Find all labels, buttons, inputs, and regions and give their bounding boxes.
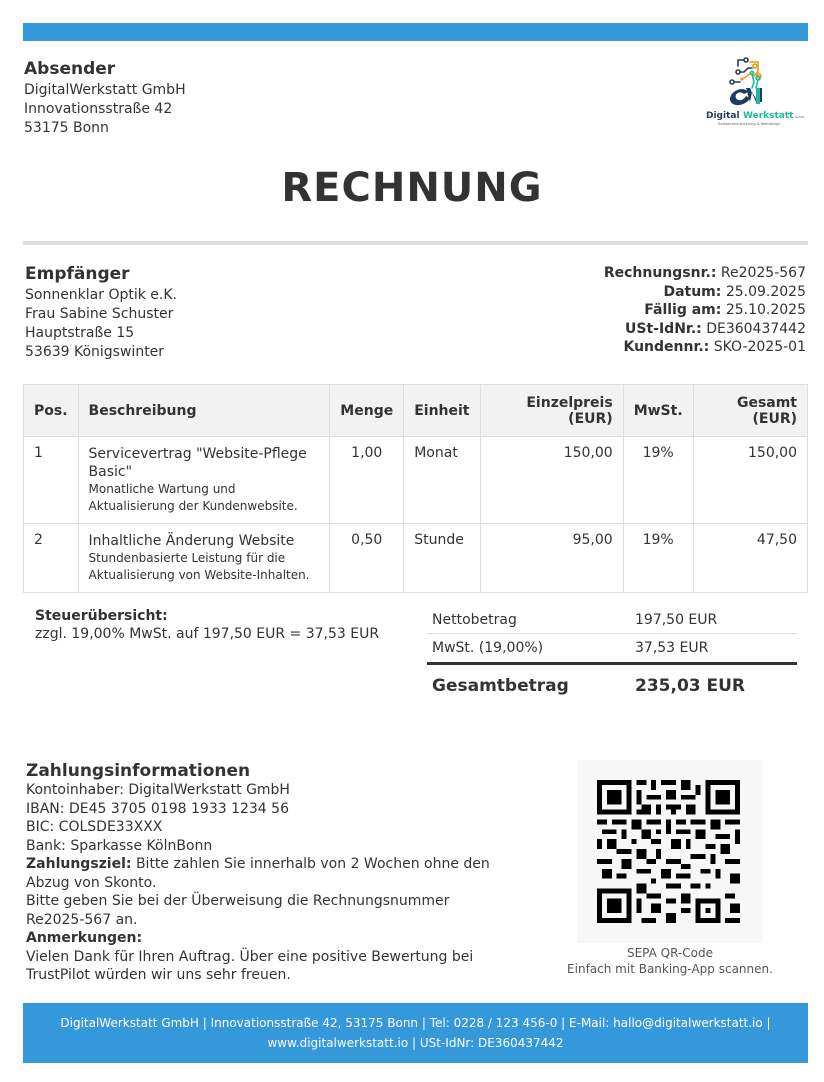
col-total-l2: (EUR) [752,410,797,427]
payment-terms [26,855,496,892]
tax-summary-text: zzgl. 19,00% MwSt. auf 197,50 EUR = 37,53 EUR [35,626,380,642]
col-quantity: Menge [330,385,404,437]
footer-bar [23,1003,808,1063]
svg-text:Softwareentwicklung & Webdesig: Softwareentwicklung & Webdesign [718,122,781,126]
recipient-block [25,264,177,362]
row-unit-price: 150,00 [480,437,623,524]
grand-total-value: 235,03 EUR [635,675,746,696]
row-title: Inhaltliche Änderung Website [88,533,295,549]
invoice-number-value: Re2025-567 [720,265,806,281]
table-row [24,524,808,593]
row-description [78,524,330,593]
svg-text:GmbH: GmbH [795,115,805,119]
due-date-value: 25.10.2025 [725,302,806,318]
due-date [604,301,806,320]
sender-block [24,59,186,138]
row-vat: 19% [623,437,693,524]
customer-number-value: SKO-2025-01 [713,339,806,355]
row-pos: 2 [24,524,79,593]
bank-name: Bank: Sparkasse KölnBonn [26,837,213,854]
bic: BIC: COLSDE33XXX [26,819,163,835]
row-quantity: 0,50 [330,524,404,593]
row-unit: Monat [404,437,480,524]
qr-code-container [577,760,763,943]
svg-text:Werkstatt: Werkstatt [743,111,794,121]
footer-line-2: www.digitalwerkstatt.io | USt-IdNr: DE360437442 [267,1036,564,1050]
table-header-row [24,385,808,437]
customer-number [604,338,806,357]
sender-city: 53175 Bonn [24,120,109,136]
due-date-label: Fällig am: [644,302,722,318]
col-pos: Pos. [24,385,79,437]
logo-circuit-icon [700,52,810,132]
row-pos: 1 [24,437,79,524]
vat-id [604,320,806,339]
row-total: 47,50 [693,524,807,593]
grand-total-row [427,662,797,706]
line-items-table [23,384,808,593]
recipient-heading: Empfänger [25,264,130,284]
row-unit: Stunde [404,524,480,593]
document-title: RECHNUNG [281,165,543,211]
invoice-date [604,283,806,302]
footer-line-1: DigitalWerkstatt GmbH | Innovationsstraße 42, 53175 Bonn | Tel: 0228 / 123 456-0 | E-Mail: hallo@digitalwerkstatt.io | [60,1016,771,1030]
sender-company: DigitalWerkstatt GmbH [24,82,186,98]
col-unit: Einheit [404,385,480,437]
table-row [24,437,808,524]
payment-terms-text: Bitte zahlen Sie innerhalb von 2 Wochen ohne den Abzug von Skonto. [26,856,490,891]
col-total-l1: Gesamt [736,394,797,411]
vat-total-value: 37,53 EUR [635,640,709,656]
invoice-date-label: Datum: [663,283,722,300]
invoice-number [604,264,806,283]
iban: IBAN: DE45 3705 0198 1933 1234 56 [26,800,289,817]
account-holder: Kontoinhaber: DigitalWerkstatt GmbH [26,782,290,798]
qr-caption [550,945,790,977]
vat-total-row [427,634,797,662]
totals-block [427,606,797,706]
net-total-label: Nettobetrag [432,611,517,628]
notes-text: Vielen Dank für Ihren Auftrag. Über eine positive Bewertung bei TrustPilot würden wir uns sehr freuen. [26,948,474,983]
company-logo [700,52,810,132]
invoice-meta [604,264,806,357]
recipient-city: 53639 Königswinter [25,344,165,360]
recipient-company: Sonnenklar Optik e.K. [25,287,178,303]
payment-reference: Bitte geben Sie bei der Überweisung die Rechnungsnummer Re2025-567 an. [26,893,450,928]
recipient-contact: Frau Sabine Schuster [25,306,174,322]
invoice-date-value: 25.09.2025 [725,283,806,300]
col-unit-price-l1: Einzelpreis [526,394,613,411]
row-subtitle: Monatliche Wartung und Aktualisierung der Kundenwebsite. [88,482,298,513]
vat-id-value: DE360437442 [706,320,806,337]
sepa-qr-code-icon [597,780,740,923]
invoice-number-label: Rechnungsnr.: [603,265,717,281]
col-total [693,385,807,437]
header-accent-bar [23,23,808,41]
payment-heading: Zahlungsinformationen [26,761,251,781]
row-total: 150,00 [693,437,807,524]
header-divider [23,241,808,245]
customer-number-label: Kundennr.: [623,339,710,355]
row-title: Servicevertrag "Website-Pflege Basic" [88,446,307,480]
qr-caption-title: SEPA QR-Code [626,946,714,960]
sender-street: Innovationsstraße 42 [24,101,173,117]
col-unit-price-l2: (EUR) [568,410,613,427]
payment-info [26,761,496,985]
svg-text:Digital: Digital [706,111,740,121]
vat-total-label: MwSt. (19,00%) [432,640,544,656]
notes-label: Anmerkungen: [26,930,143,946]
row-subtitle: Stundenbasierte Leistung für die Aktualisierung von Website-Inhalten. [88,551,310,582]
net-total-row [427,606,797,634]
tax-summary [35,607,379,643]
row-quantity: 1,00 [330,437,404,524]
recipient-street: Hauptstraße 15 [25,325,135,341]
vat-id-label: USt-IdNr.: [625,320,702,337]
qr-caption-hint: Einfach mit Banking-App scannen. [567,962,773,976]
row-vat: 19% [623,524,693,593]
tax-summary-heading: Steuerübersicht: [35,608,168,624]
col-unit-price [480,385,623,437]
row-description [78,437,330,524]
col-description: Beschreibung [78,385,330,437]
grand-total-label: Gesamtbetrag [432,675,569,696]
row-unit-price: 95,00 [480,524,623,593]
col-vat: MwSt. [623,385,693,437]
payment-terms-label: Zahlungsziel: [26,856,132,872]
sender-heading: Absender [24,59,116,79]
net-total-value: 197,50 EUR [635,611,718,628]
